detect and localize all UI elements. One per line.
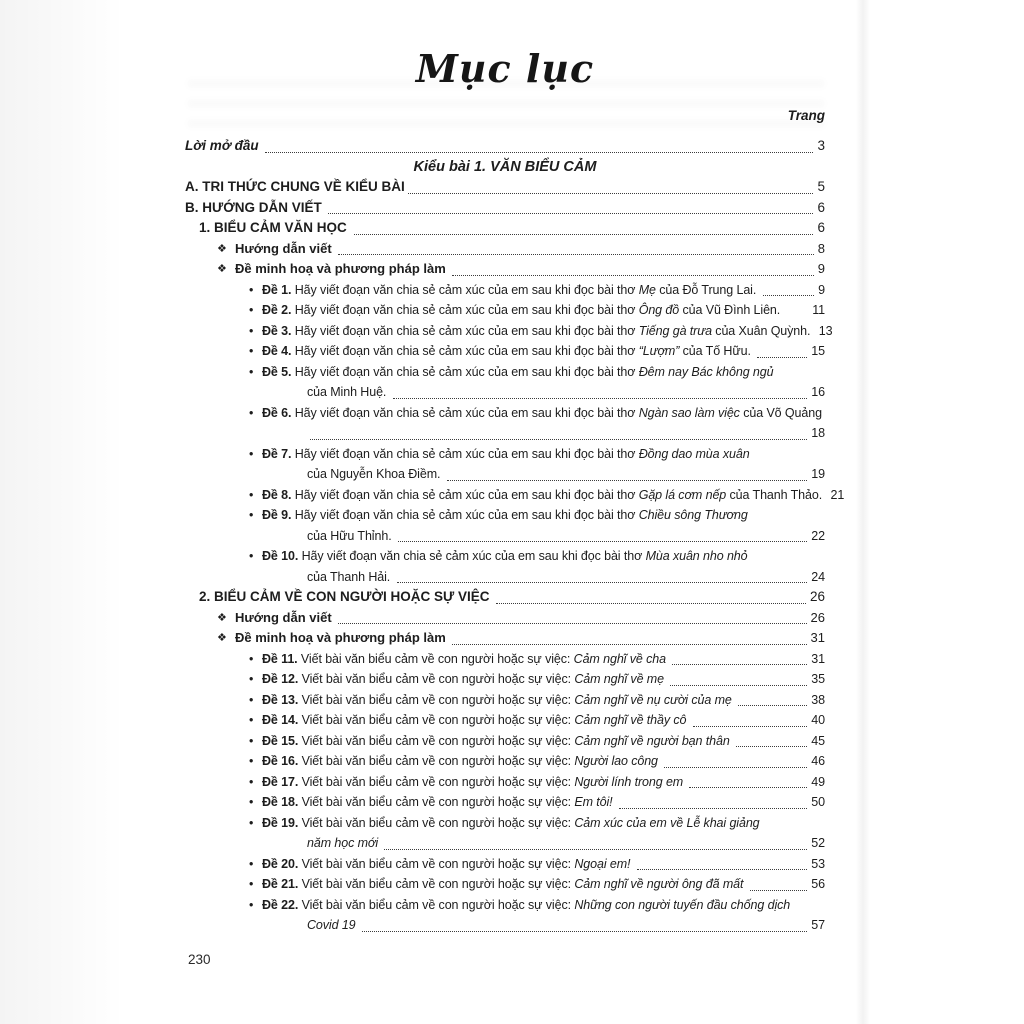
toc-page-number: 49 [811,774,825,789]
toc-text-run: Viết bài văn biểu cảm về con người hoặc sự việc: [301,692,575,707]
toc-line [185,444,825,465]
toc-line-text [262,669,667,690]
dot-leader [814,321,818,342]
dot-leader [774,362,826,383]
toc-page-number: 56 [811,877,825,891]
toc-line-text [199,587,493,608]
toc-text-run: Đề 11. [262,651,301,666]
dot-bullet-icon: • [249,713,254,727]
toc-page-number: 19 [811,467,825,481]
toc-page-number: 45 [811,733,825,748]
toc-line-text [262,854,634,875]
toc-text-run: Đề 22. [262,897,302,912]
toc-text-run: năm học mới [307,836,382,850]
dot-bullet-icon: • [249,364,254,379]
toc-line [185,136,825,157]
toc-text-run: Đề 9. [262,508,295,522]
toc-line-text [262,546,748,567]
toc-line [185,218,825,239]
toc-line-text [262,772,686,793]
toc-line [185,813,825,834]
toc-line [185,649,825,670]
dot-leader [760,280,818,301]
toc-line [185,874,825,895]
toc-text-run: Viết bài văn biểu cảm về con người hoặc sự việc: [301,774,575,789]
toc-text-run: A. TRI THỨC CHUNG VỀ KIỂU BÀI [185,179,405,194]
dot-bullet-icon: • [249,282,254,297]
toc-line-text [262,813,760,834]
toc-text-run: Tiếng gà trưa [638,323,712,338]
toc-line-text [414,157,597,178]
toc-line-text [262,485,825,506]
toc-page-number: 31 [810,630,825,645]
dot-leader [735,690,810,711]
toc-line [185,423,825,444]
toc-line [185,341,825,362]
toc-page-number: 11 [812,303,825,317]
dot-leader [359,915,810,936]
dot-leader [449,259,816,280]
toc-text-run: Đề 6. [262,405,295,420]
toc-text-run: Đề 12. [262,672,302,686]
toc-text-run: Người lính trong em [574,774,687,789]
toc-line [185,608,825,629]
toc-text-run: Ngàn sao làm việc [638,405,740,420]
dot-leader [754,341,810,362]
dot-leader [444,464,811,485]
toc-text-run: Hãy viết đoạn văn chia sẻ cảm xúc của em sau khi đọc bài thơ [294,446,639,461]
toc-content [185,0,845,936]
toc-text-run: Hãy viết đoạn văn chia sẻ cảm xúc của em sau khi đọc bài thơ [294,323,639,338]
toc-text-run: Đề 4. [262,344,295,358]
toc-line [185,731,825,752]
diamond-bullet-icon: ❖ [217,263,227,275]
toc-line-text [262,403,822,424]
dot-bullet-icon: • [249,795,254,809]
toc-line-text [262,444,750,465]
toc-page-number: 46 [811,754,825,768]
dot-leader [825,485,829,506]
dot-leader [690,710,811,731]
toc-line-text [262,731,733,752]
toc-line-text [262,710,690,731]
toc-line-text [307,526,395,547]
toc-line-text [262,300,784,321]
dot-leader [790,895,825,916]
toc-text-run: 2. BIỂU CẢM VỀ CON NGƯỜI HOẶC SỰ VIỆC [199,589,494,604]
toc-text-run: Đề 10. [262,549,302,563]
toc-text-run: Kiểu bài 1. VĂN BIỂU CẢM [413,158,597,175]
toc-text-run: Đề 17. [262,774,302,789]
toc-line [185,526,825,547]
dot-leader [784,300,812,321]
dot-leader [748,546,825,567]
toc-line [185,239,825,260]
toc-text-run: Đề 8. [262,487,295,502]
toc-line [185,464,825,485]
toc-text-run: Đề minh hoạ và phương pháp làm [235,261,450,276]
dot-leader [760,813,825,834]
toc-line [185,280,825,301]
toc-line-text [262,751,661,772]
dot-bullet-icon: • [249,487,254,502]
toc-text-run: Đề 2. [262,303,295,317]
toc-page-number: 50 [811,795,825,809]
toc-text-run: Hướng dẫn viết [235,609,336,625]
dot-bullet-icon: • [249,323,254,338]
toc-line-text [307,567,394,588]
dot-bullet-icon: • [249,446,254,461]
dot-leader [262,136,816,157]
toc-text-run: Hãy viết đoạn văn chia sẻ cảm xúc của em sau khi đọc bài thơ [294,405,639,420]
toc-text-run: Đề minh hoạ và phương pháp làm [235,630,450,645]
toc-text-run: Đề 18. [262,795,302,809]
dot-leader [325,198,816,219]
toc-page-number: 15 [811,344,825,358]
dot-leader [661,751,810,772]
toc-text-run: của Xuân Quỳnh. [711,323,814,338]
toc-line-text [262,505,748,526]
dot-leader [449,628,809,649]
toc-line-text [262,362,774,383]
page-title: Mục lục [415,46,595,91]
toc-line [185,710,825,731]
toc-text-run: của Võ Quảng [739,405,822,420]
toc-page-number: 40 [811,713,825,727]
toc-line [185,833,825,854]
toc-page-number: 57 [811,918,825,932]
dot-leader [381,833,810,854]
toc-page-number: 24 [811,569,825,584]
toc-text-run: Cảm nghĩ về người ông đã mất [574,877,747,891]
toc-page-number: 3 [817,138,825,153]
dot-leader [335,608,809,629]
toc-line-text [199,218,351,239]
toc-text-run: Mẹ [638,282,656,297]
toc-line-text [307,915,359,936]
dot-bullet-icon: • [249,651,254,666]
toc-text-run: Viết bài văn biểu cảm về con người hoặc sự việc: [301,672,575,686]
toc-page-number: 21 [830,487,845,502]
toc-text-run: Đề 13. [262,692,302,707]
toc-text-run: Viết bài văn biểu cảm về con người hoặc sự việc: [301,815,575,830]
toc-text-run: Hãy viết đoạn văn chia sẻ cảm xúc của em sau khi đọc bài thơ [301,549,646,563]
toc-page-number: 9 [818,282,825,297]
toc-line [185,505,825,526]
toc-text-run: Hãy viết đoạn văn chia sẻ cảm xúc của em sau khi đọc bài thơ [294,487,639,502]
toc-text-run: Hãy viết đoạn văn chia sẻ cảm xúc của em sau khi đọc bài thơ [294,282,639,297]
toc-page-number: 26 [810,609,825,625]
toc-line-text [262,341,754,362]
toc-text-run: Viết bài văn biểu cảm về con người hoặc sự việc: [301,877,575,891]
toc-text-run: Hướng dẫn viết [235,240,336,256]
dot-bullet-icon: • [249,877,254,891]
toc-text-run: Cảm nghĩ về thầy cô [574,713,690,727]
toc-line [185,177,825,198]
dot-leader [405,177,817,198]
toc-text-run: Đề 20. [262,856,302,871]
toc-text-run: Em tôi! [574,795,616,809]
toc-text-run: B. HƯỚNG DẪN VIẾT [185,199,326,215]
toc-page-number: 5 [817,179,825,194]
toc-line-text [185,177,405,198]
dot-leader [390,382,811,403]
toc-line-text [262,690,735,711]
toc-line-text [235,608,335,629]
toc-line [185,157,825,178]
toc-line [185,772,825,793]
toc-page-number: 13 [818,323,833,338]
toc-text-run: Mùa xuân nho nhỏ [645,549,748,563]
toc-text-run: Viết bài văn biểu cảm về con người hoặc sự việc: [301,795,575,809]
toc-line [185,792,825,813]
dot-leader [493,587,809,608]
toc-text-run: của Vũ Đình Liên. [679,303,784,317]
toc-line [185,403,825,424]
toc-page-number: 6 [817,220,825,235]
toc-text-run: Đề 19. [262,815,302,830]
dot-leader [747,874,811,895]
toc-line-text [262,649,669,670]
toc-line-text [185,198,325,219]
toc-text-run: Đề 1. [262,282,295,297]
toc-line-text [185,136,262,157]
toc-line [185,300,825,321]
toc-text-run: Cảm nghĩ về cha [573,651,670,666]
dot-bullet-icon: • [249,405,254,420]
dot-leader [750,444,825,465]
dot-bullet-icon: • [249,508,254,522]
toc-text-run: Hãy viết đoạn văn chia sẻ cảm xúc của em sau khi đọc bài thơ [294,303,639,317]
toc-text-run: Đề 16. [262,754,302,768]
dot-bullet-icon: • [249,774,254,789]
toc-text-run: 1. BIỂU CẢM VĂN HỌC [199,220,351,235]
toc-line [185,259,825,280]
dot-bullet-icon: • [249,815,254,830]
diamond-bullet-icon: ❖ [217,611,227,624]
toc-text-run: Cảm nghĩ về người bạn thân [574,733,734,748]
dot-leader [394,567,811,588]
toc-page-number: 6 [817,199,825,215]
dot-leader [634,854,810,875]
toc-text-run: của Thanh Thảo. [726,487,826,502]
toc-line-text [262,895,790,916]
toc-text-run: Cảm xúc của em về Lễ khai giảng [574,815,760,830]
footer-page-number: 230 [188,952,211,967]
toc-line [185,915,825,936]
dot-bullet-icon: • [249,897,254,912]
dot-leader [686,772,810,793]
toc-line [185,321,833,342]
toc-line-text [307,833,381,854]
toc-line [185,485,845,506]
toc-line-text [235,628,449,649]
toc-page-number: 22 [811,528,825,543]
toc-page-number: 26 [809,589,825,604]
toc-text-run: của Nguyễn Khoa Điềm. [307,467,444,481]
dot-leader [822,403,826,424]
toc-line [185,690,825,711]
dot-bullet-icon: • [249,733,254,748]
toc-text-run: Covid 19 [307,918,359,932]
toc-text-run: “Lượm” [638,344,680,358]
diamond-bullet-icon: ❖ [217,632,227,644]
toc-line-text [235,259,449,280]
toc-page-number: 31 [811,651,825,666]
dot-bullet-icon: • [249,692,254,707]
toc-lines [185,136,845,936]
toc-text-run: Hãy viết đoạn văn chia sẻ cảm xúc của em sau khi đọc bài thơ [294,344,639,358]
toc-text-run: Đề 21. [262,877,302,891]
toc-line [185,198,825,219]
toc-text-run: Viết bài văn biểu cảm về con người hoặc sự việc: [301,713,575,727]
toc-line-text [262,874,747,895]
toc-line-text [262,321,814,342]
dot-bullet-icon: • [249,549,254,563]
scan-edge-shading-right [856,0,870,1024]
toc-text-run: Viết bài văn biểu cảm về con người hoặc sự việc: [301,897,575,912]
toc-text-run: Ngoại em! [574,856,634,871]
toc-text-run: Viết bài văn biểu cảm về con người hoặc sự việc: [300,651,574,666]
toc-text-run: Những con người tuyến đầu chống dịch [574,897,791,912]
dot-leader [307,423,810,444]
toc-text-run: Đề 15. [262,733,302,748]
toc-text-run: Cảm nghĩ về mẹ [574,672,668,686]
toc-line-text [262,280,760,301]
toc-page-number: 38 [811,692,825,707]
toc-line [185,567,825,588]
toc-line-text [307,464,444,485]
toc-text-run: Ông đồ [638,303,680,317]
toc-page-number: 9 [817,261,825,276]
toc-line [185,854,825,875]
scan-edge-shading-left [0,0,178,1024]
toc-text-run: Viết bài văn biểu cảm về con người hoặc sự việc: [301,856,575,871]
toc-line-text [262,792,616,813]
dot-bullet-icon: • [249,303,254,317]
toc-text-run: của Đỗ Trung Lai. [655,282,760,297]
toc-text-run: của Thanh Hải. [307,569,394,584]
dot-bullet-icon: • [249,754,254,768]
toc-text-run: Người lao công [574,754,662,768]
toc-line [185,546,825,567]
toc-text-run: của Hữu Thỉnh. [307,528,395,543]
toc-text-run: Đồng dao mùa xuân [638,446,750,461]
page-column-label: Trang [787,108,825,123]
toc-line [185,628,825,649]
toc-page-number: 16 [811,385,825,399]
toc-text-run: Đề 3. [262,323,295,338]
toc-text-run: Gặp lá cơm nếp [638,487,727,502]
dot-bullet-icon: • [249,856,254,871]
dot-leader [669,649,810,670]
toc-text-run: Hãy viết đoạn văn chia sẻ cảm xúc của em sau khi đọc bài thơ [294,508,639,522]
toc-text-run: Hãy viết đoạn văn chia sẻ cảm xúc của em sau khi đọc bài thơ [294,364,639,379]
diamond-bullet-icon: ❖ [217,242,227,255]
toc-line [185,751,825,772]
toc-text-run: của Tố Hữu. [679,344,755,358]
toc-text-run: Viết bài văn biểu cảm về con người hoặc sự việc: [301,733,575,748]
toc-text-run: Lời mở đầu [185,138,263,153]
dot-leader [733,731,810,752]
toc-line-text [307,382,390,403]
toc-line [185,669,825,690]
toc-line [185,587,825,608]
dot-leader [395,526,810,547]
dot-leader [351,218,817,239]
toc-text-run: Chiều sông Thương [638,508,748,522]
toc-page-number: 52 [811,836,825,850]
dot-bullet-icon: • [249,344,254,358]
toc-text-run: Cảm nghĩ về nụ cười của mẹ [574,692,736,707]
dot-leader [335,239,816,260]
toc-page-number: 18 [811,426,825,440]
toc-page-number: 35 [811,672,825,686]
toc-page-number: 53 [811,856,825,871]
toc-text-run: Đêm nay Bác không ngủ [638,364,774,379]
dot-leader [616,792,810,813]
toc-line [185,382,825,403]
toc-text-run: của Minh Huệ. [307,385,390,399]
toc-page-number: 8 [817,240,825,256]
toc-line [185,362,825,383]
toc-line [185,895,825,916]
toc-text-run: Đề 14. [262,713,302,727]
toc-text-run: Đề 5. [262,364,295,379]
dot-leader [748,505,825,526]
toc-text-run: Đề 7. [262,446,295,461]
toc-line-text [235,239,335,260]
toc-text-run: Viết bài văn biểu cảm về con người hoặc sự việc: [301,754,575,768]
dot-leader [667,669,810,690]
dot-bullet-icon: • [249,672,254,686]
